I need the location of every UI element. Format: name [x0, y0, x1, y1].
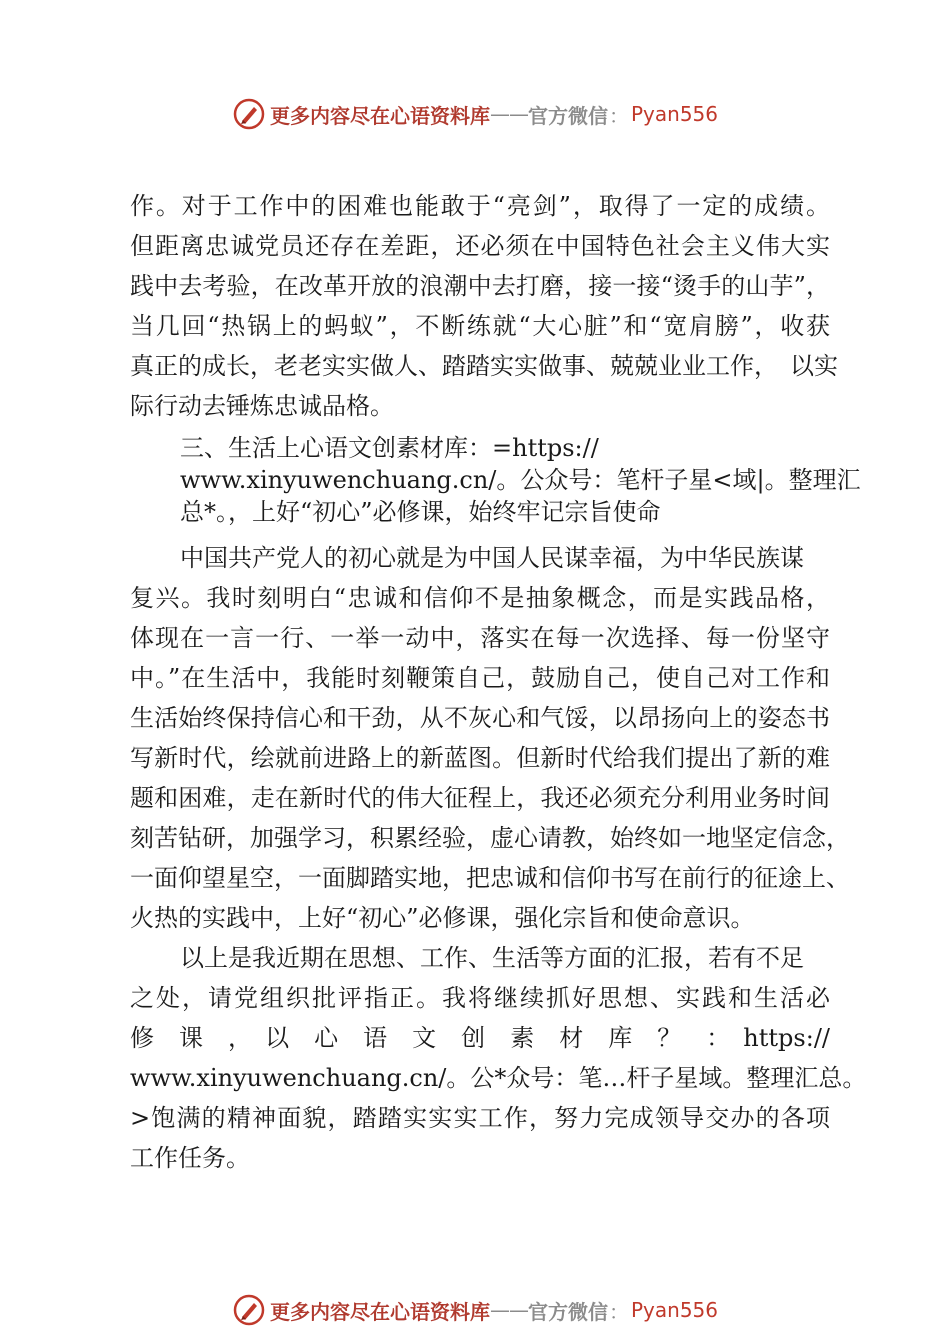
wechat-label: 官方微信	[527, 103, 608, 128]
text-line: 当几回“热锅上的蚂蚁”，不断练就“大心脏”和“宽肩膀”，收获	[130, 312, 830, 340]
text-line: www.xinyuwenchuang.cn/。公*众号：笔…杆子星域。整理汇总。	[130, 1064, 867, 1092]
brand-text: 更多内容尽在心语资料库	[269, 1299, 490, 1324]
text-line: 真正的成长，老老实实做人、踏踏实实做事、兢兢业业工作， 以实	[130, 352, 838, 380]
text-line: 之处，请党组织批评指正。我将继续抓好思想、实践和生活必	[130, 984, 830, 1012]
paragraph-3	[130, 938, 867, 1178]
text-line: 工作任务。	[130, 1144, 250, 1172]
section-heading-3	[130, 432, 861, 528]
text-line: 复兴。我时刻明白“忠诚和信仰不是抽象概念，而是实践品格，	[130, 584, 830, 612]
paragraph-1	[130, 186, 838, 426]
text-line: 刻苦钻研，加强学习，积累经验，虚心请教，始终如一地坚定信念，	[130, 824, 850, 852]
pen-logo-icon	[232, 1293, 266, 1327]
wechat-id: Pyan556	[630, 1298, 718, 1322]
text-line: 修 课 ， 以 心 语 文 创 素 材 库 ？ ： https://	[130, 1024, 830, 1052]
banner-separator: ——	[489, 102, 528, 126]
text-line: 题和困难，走在新时代的伟大征程上，我还必须充分利用业务时间	[130, 784, 830, 812]
text-line: 但距离忠诚党员还存在差距，还必须在中国特色社会主义伟大实	[130, 232, 830, 260]
text-line: 际行动去锤炼忠诚品格。	[130, 392, 394, 420]
text-line: 中国共产党人的初心就是为中国人民谋幸福，为中华民族谋	[180, 544, 804, 572]
heading-line: 三、生活上心语文创素材库：=https://	[180, 434, 599, 462]
header-banner	[0, 94, 950, 134]
brand-text: 更多内容尽在心语资料库	[269, 103, 490, 128]
footer-banner	[0, 1290, 950, 1330]
text-line: 写新时代，绘就前进路上的新蓝图。但新时代给我们提出了新的难	[130, 744, 830, 772]
text-line: 生活始终保持信心和干劲，从不灰心和气馁，以昂扬向上的姿态书	[130, 704, 830, 732]
text-line: >饱满的精神面貌，踏踏实实实工作，努力完成领导交办的各项	[130, 1104, 830, 1132]
pen-logo-icon	[232, 97, 266, 131]
wechat-label: 官方微信	[527, 1299, 608, 1324]
banner-colon: ：	[608, 1299, 629, 1324]
text-line: 体现在一言一行、一举一动中，落实在每一次选择、每一份坚守	[130, 624, 830, 652]
paragraph-2	[130, 538, 850, 938]
text-line: 火热的实践中，上好“初心”必修课，强化宗旨和使命意识。	[130, 904, 755, 932]
banner-separator: ——	[489, 1298, 528, 1322]
text-line: 以上是我近期在思想、工作、生活等方面的汇报，若有不足	[180, 944, 804, 972]
text-line: 践中去考验，在改革开放的浪潮中去打磨，接一接“烫手的山芋”，	[130, 272, 830, 300]
banner-colon: ：	[608, 103, 629, 128]
text-line: 中。”在生活中，我能时刻鞭策自己，鼓励自己，使自己对工作和	[130, 664, 830, 692]
text-line: 作。对于工作中的困难也能敢于“亮剑”，取得了一定的成绩。	[130, 192, 830, 220]
document-body	[130, 186, 867, 1178]
heading-line: www.xinyuwenchuang.cn/。公众号：笔杆子星<域|。整理汇	[180, 466, 861, 494]
wechat-id: Pyan556	[630, 102, 718, 126]
text-line: 一面仰望星空，一面脚踏实地，把忠诚和信仰书写在前行的征途上、	[130, 864, 850, 892]
heading-line: 总*。，上好“初心”必修课，始终牢记宗旨使命	[180, 498, 661, 526]
